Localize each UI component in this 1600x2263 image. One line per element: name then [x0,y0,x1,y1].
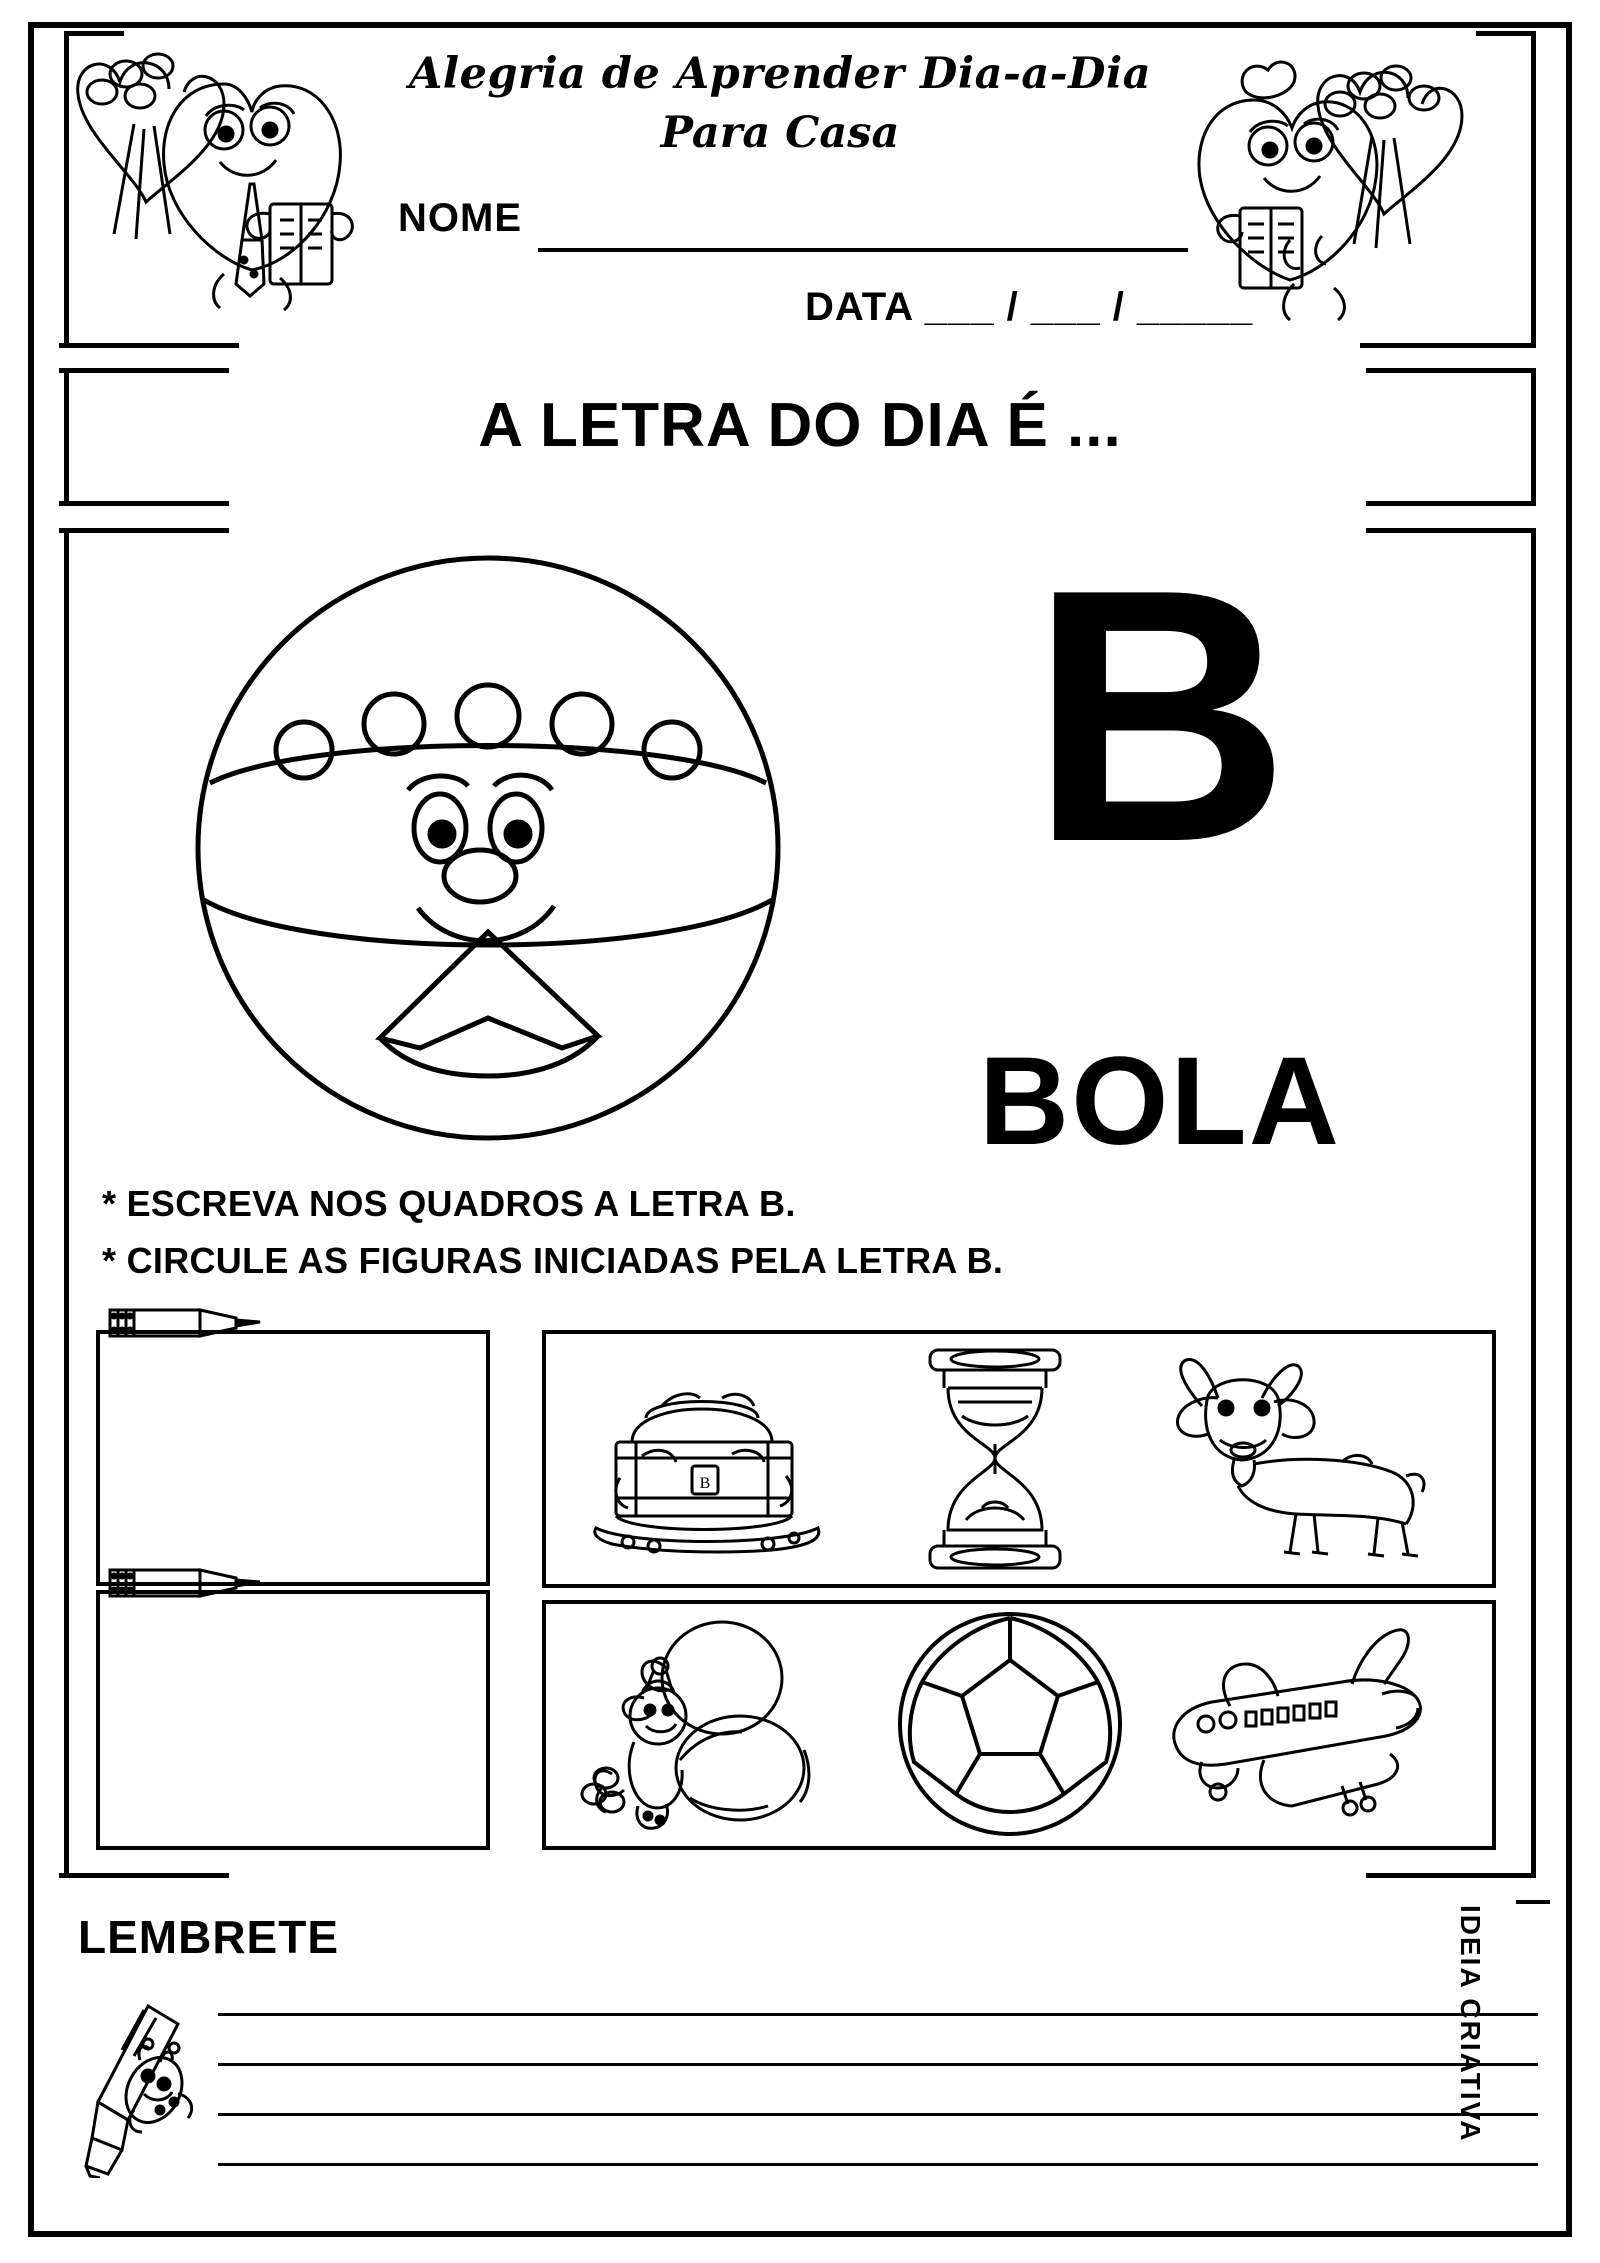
instruction-1: * ESCREVA NOS QUADROS A LETRA B. [102,1183,796,1224]
pencil-icon [104,1296,264,1348]
reminder-line-1[interactable] [218,2013,1538,2016]
soccer-ball-icon [892,1606,1128,1842]
svg-text:B: B [699,1475,711,1492]
instruction-2: * CIRCULE AS FIGURAS INICIADAS PELA LETRA B. [102,1240,1004,1281]
main-box-bottom-left [59,1873,229,1878]
header-box-bottom-right [1360,343,1536,348]
letter-box-top-right [1366,368,1536,373]
reminder-label: LEMBRETE [78,1911,339,1963]
treasure-chest-icon [572,1346,842,1574]
hourglass-icon [900,1340,1090,1578]
name-label: NOME [398,196,522,240]
header-box-bottom-left [59,343,239,348]
heart-character-boy-with-flowers-icon [74,34,364,324]
letter-of-the-day-text: A LETRA DO DIA É ... [478,391,1122,460]
writing-box-1[interactable] [96,1330,490,1586]
writing-box-2[interactable] [96,1590,490,1850]
big-letter-b: B [1030,515,1290,917]
word-bola: BOLA [978,1032,1342,1171]
main-box-top-right [1366,528,1536,533]
reminder-line-3[interactable] [218,2113,1538,2116]
crayon-character-icon [82,1998,202,2178]
worksheet-subtitle: Para Casa [660,108,900,158]
date-label: DATA ___ / ___ / _____ [805,285,1254,329]
pencil-icon [104,1556,264,1608]
worksheet-title: Alegria de Aprender Dia-a-Dia [408,49,1152,99]
goat-icon [1156,1346,1436,1574]
side-credit: IDEIA CRIATIVA [1455,1905,1486,2143]
page-border-top [28,22,1572,28]
page-border-bottom [28,2231,1572,2237]
beach-ball-with-face-icon [168,528,808,1168]
reminder-line-4[interactable] [218,2163,1538,2166]
reminder-line-2[interactable] [218,2063,1538,2066]
balloons-clown-icon [572,1610,832,1840]
heart-character-girl-with-flowers-icon [1194,40,1494,330]
letter-box-bottom-left [59,501,229,506]
letter-box-bottom-right [1366,501,1536,506]
name-input-line[interactable] [538,248,1188,252]
letter-box-top-left [59,368,229,373]
airplane-icon [1146,1608,1436,1838]
credit-tick [1516,1900,1550,1904]
main-box-bottom-right [1366,1873,1536,1878]
